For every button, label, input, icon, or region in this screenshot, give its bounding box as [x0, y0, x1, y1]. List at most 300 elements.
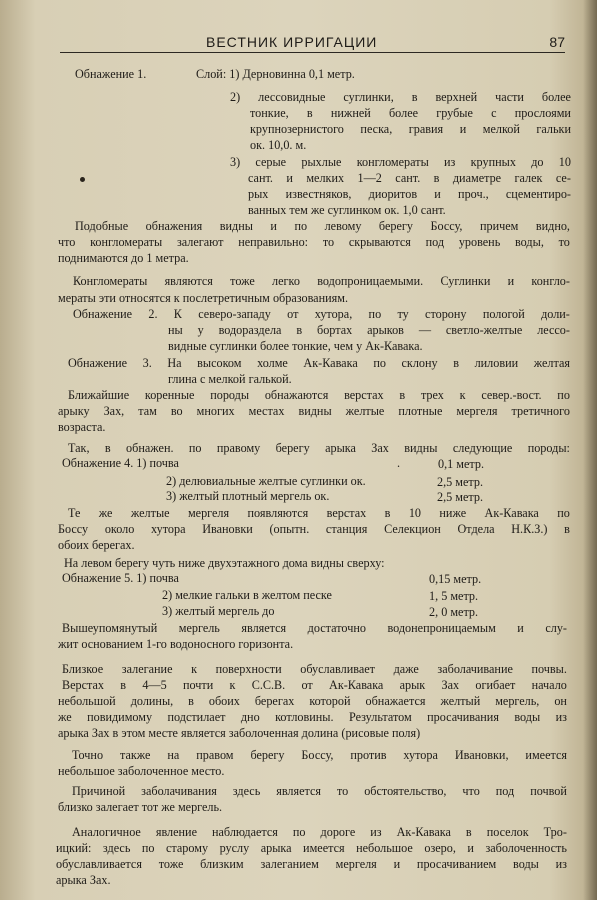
word: дно	[240, 710, 260, 724]
text-line	[72, 783, 567, 799]
word: воды	[513, 857, 539, 871]
word: по	[188, 441, 202, 455]
word: третичного	[511, 404, 570, 418]
text-line	[58, 403, 570, 419]
word: что	[58, 235, 76, 249]
word: заболоченность	[485, 841, 567, 855]
word: обнажения	[145, 219, 203, 233]
word: слу-	[545, 621, 567, 635]
word: 10	[558, 155, 571, 169]
text-line	[250, 105, 571, 121]
row-value: 2, 0 метр.	[429, 605, 479, 619]
word: более	[388, 106, 419, 120]
word: и	[507, 274, 515, 288]
word: небольшое	[356, 841, 413, 855]
word: там	[138, 404, 157, 418]
word: Боссу,	[301, 748, 334, 762]
word: бортах	[317, 323, 353, 337]
text-line	[168, 322, 570, 338]
word: обоих	[208, 694, 240, 708]
word: мелких	[306, 171, 345, 185]
word: Отдела	[457, 522, 495, 536]
word: небольшой	[58, 694, 116, 708]
word: из	[555, 710, 567, 724]
word: многих	[196, 404, 235, 418]
word: коренные	[144, 388, 195, 402]
word: доли-	[541, 307, 570, 321]
text-line	[230, 89, 571, 105]
word: также	[119, 748, 151, 762]
word: обнажаются	[264, 388, 329, 402]
word: верстах	[344, 388, 384, 402]
word: обуславливается	[56, 857, 142, 871]
word: 4—5	[142, 678, 167, 692]
text-line: возраста.	[58, 420, 106, 434]
row-value: 0,15 метр.	[429, 572, 482, 586]
word: в	[104, 441, 111, 455]
word: является	[276, 784, 322, 798]
word: крупнозернистого	[250, 122, 344, 136]
text-line	[68, 440, 570, 456]
word: Верстах	[62, 678, 105, 692]
row-label: Обнажение 4. 1) почва	[62, 456, 179, 470]
word: что	[462, 784, 480, 798]
word: С.С.В.	[251, 678, 286, 692]
word: обуславливает	[300, 662, 375, 676]
word: Суглинки	[440, 274, 491, 288]
word: Близкое	[62, 662, 104, 676]
word: котловины.	[275, 710, 334, 724]
word: старому	[166, 841, 209, 855]
word: конгломераты	[356, 155, 429, 169]
word: тонкие,	[250, 106, 289, 120]
word: части	[495, 90, 524, 104]
word: и	[393, 857, 401, 871]
word: Так,	[68, 441, 90, 455]
text-line: ок. 10,0. м.	[250, 138, 307, 152]
word: он	[554, 694, 567, 708]
text-line: близко залегает тот же мергель.	[58, 800, 223, 814]
word: обнажается	[365, 694, 426, 708]
word: диоритов	[368, 187, 418, 201]
word: трех	[420, 388, 444, 402]
word: против	[350, 748, 387, 762]
word: сцементиро-	[505, 187, 571, 201]
word: берегах	[254, 694, 295, 708]
word: начало	[531, 678, 567, 692]
text-line: На левом берегу чуть ниже двухэтажного дома видны сверху:	[64, 556, 385, 570]
word: арыка	[260, 841, 292, 855]
word: водонепроницаемым	[387, 621, 496, 635]
text-line	[73, 273, 570, 289]
text-line: мераты эти относятся к послетретичным образованиям.	[58, 291, 348, 305]
word: нижней	[330, 106, 371, 120]
word: же	[58, 710, 72, 724]
word: мергель,	[495, 694, 540, 708]
text-line	[250, 121, 571, 137]
word: рых	[248, 187, 269, 201]
word: следующие	[452, 441, 513, 455]
word: Ближайшие	[68, 388, 130, 402]
word: в	[384, 506, 391, 520]
word: под	[495, 784, 515, 798]
word: заболачивания	[141, 784, 217, 798]
word: и	[270, 219, 277, 233]
word: имеется	[525, 748, 567, 762]
word: в	[465, 825, 472, 839]
leader-dot: .	[397, 456, 401, 470]
text-line	[58, 521, 570, 537]
word: по	[557, 388, 570, 402]
word: видно,	[535, 219, 570, 233]
word: Тро-	[543, 825, 567, 839]
word: 2)	[230, 90, 241, 104]
text-line	[56, 856, 567, 872]
word: просачиванием	[416, 857, 497, 871]
word: хутора	[151, 522, 186, 536]
word: галек	[514, 171, 543, 185]
word: северо-западу	[198, 307, 271, 321]
word: породы	[210, 388, 250, 402]
word: в	[120, 678, 127, 692]
word: мелкой	[482, 122, 520, 136]
word: поверхности	[215, 662, 282, 676]
word: и	[467, 841, 474, 855]
row-label: 2) мелкие гальки в желтом песке	[162, 588, 332, 602]
text-line: ванных тем же суглинком ок. 1,0 сант.	[248, 203, 446, 217]
word: в	[411, 90, 418, 104]
word: явление	[155, 825, 197, 839]
word: в	[306, 106, 313, 120]
word: то	[336, 784, 349, 798]
text-line	[75, 218, 570, 234]
word: близким	[200, 857, 244, 871]
text-line	[68, 355, 570, 371]
word: песка,	[360, 122, 393, 136]
word: из	[444, 155, 456, 169]
word: светло-желтые	[445, 323, 523, 337]
word: арык	[399, 678, 426, 692]
word: и	[286, 171, 293, 185]
word: 1—2	[357, 171, 382, 185]
word: в	[399, 388, 406, 402]
word: же	[98, 506, 113, 520]
word: обстоятельство,	[364, 784, 447, 798]
word: дороге	[320, 825, 356, 839]
word: 3)	[230, 155, 241, 169]
word: огибает	[475, 678, 516, 692]
word: лессовидные	[258, 90, 326, 104]
word: сторону	[425, 307, 467, 321]
word: грубые	[436, 106, 473, 120]
text-line: арыка Зах.	[56, 873, 111, 887]
text-line: глина с мелкой галькой.	[168, 372, 292, 386]
row-label: 3) желтый мергель до	[162, 604, 275, 618]
word: Вышеупомянутый	[62, 621, 158, 635]
word: высоком	[197, 356, 242, 370]
word: берегу	[378, 219, 413, 233]
word: крупных	[470, 155, 516, 169]
word: желтые	[345, 404, 385, 418]
word: ицкий:	[56, 841, 92, 855]
word: в	[564, 522, 570, 536]
word: руслу	[219, 841, 250, 855]
word: к	[229, 678, 236, 692]
word: пологой	[482, 307, 525, 321]
word: плотные	[398, 404, 443, 418]
text-line	[73, 306, 570, 322]
word: лиловии	[474, 356, 519, 370]
word: по	[294, 219, 308, 233]
word: мергель	[178, 621, 220, 635]
word: Ак-Кавака	[484, 506, 539, 520]
text-line	[230, 154, 571, 170]
word: местах	[248, 404, 285, 418]
page-number: 87	[549, 34, 565, 50]
word: до	[531, 155, 544, 169]
word: от	[301, 678, 313, 692]
word: се-	[555, 171, 571, 185]
word: рыхлые	[301, 155, 342, 169]
word: по	[292, 825, 306, 839]
word: скрываются	[348, 235, 411, 249]
word: в	[433, 171, 440, 185]
word: 3.	[142, 356, 152, 370]
word: достаточно	[307, 621, 366, 635]
row-label: 2) делювиальные желтые суглинки ок.	[166, 474, 366, 488]
word: к	[459, 388, 466, 402]
word: является	[241, 621, 287, 635]
text-line	[68, 505, 570, 521]
word: Обнажение	[73, 307, 133, 321]
word: 2.	[148, 307, 158, 321]
word: около	[104, 522, 135, 536]
word: Н.К.З.)	[511, 522, 548, 536]
word: неправильно:	[238, 235, 309, 249]
row-label: 3) желтый плотный мергель ок.	[166, 489, 330, 503]
word: мергеля	[335, 857, 377, 871]
text-line: поднимаются до 1 метра.	[58, 251, 189, 265]
word: проч.,	[458, 187, 489, 201]
word: Селекцион	[384, 522, 441, 536]
row-value: 2,5 метр.	[437, 490, 484, 504]
word: конгломераты	[90, 235, 163, 249]
word: известняков,	[285, 187, 352, 201]
word: арыку	[58, 404, 90, 418]
word: верстах	[326, 506, 367, 520]
word: тоже	[230, 274, 255, 288]
word: в	[188, 694, 194, 708]
text-line	[58, 234, 570, 250]
word: 10	[408, 506, 421, 520]
word: по	[373, 356, 386, 370]
word: гравия	[408, 122, 444, 136]
word: и	[434, 187, 441, 201]
word: от	[287, 307, 299, 321]
word: На	[167, 356, 182, 370]
word: берегу	[250, 748, 285, 762]
word: суглинки,	[343, 90, 394, 104]
word: верхней	[435, 90, 478, 104]
text-line	[62, 677, 567, 693]
word: —	[418, 323, 431, 337]
word: ниже	[439, 506, 467, 520]
word: долины,	[130, 694, 174, 708]
word: лессо-	[537, 323, 570, 337]
word: легко	[272, 274, 300, 288]
word: более	[541, 90, 571, 104]
word: мергеля	[187, 506, 230, 520]
word: воды,	[515, 235, 544, 249]
word: которой	[309, 694, 351, 708]
text-line	[58, 693, 567, 709]
word: ны	[168, 323, 183, 337]
word: север.-вост.	[481, 388, 542, 402]
word: серые	[255, 155, 287, 169]
word: видны	[298, 404, 332, 418]
word: имеется	[303, 841, 345, 855]
word: озеро,	[424, 841, 456, 855]
word: Те	[68, 506, 81, 520]
word: в	[453, 356, 459, 370]
word: почвой	[530, 784, 567, 798]
journal-title: ВЕСТНИК ИРРИГАЦИИ	[206, 34, 378, 50]
word: здесь	[232, 784, 261, 798]
text-line	[58, 709, 567, 725]
word: ту	[397, 307, 409, 321]
word: Ивановки	[202, 522, 253, 536]
word: поселок	[486, 825, 529, 839]
word: Зах	[441, 678, 460, 692]
word: и	[459, 122, 467, 136]
word: у	[197, 323, 204, 337]
word: хутора,	[314, 307, 353, 321]
word: видны	[404, 441, 438, 455]
word: Ивановки,	[454, 748, 509, 762]
word: Зах	[371, 441, 389, 455]
word: уровень	[458, 235, 501, 249]
word: в	[296, 323, 303, 337]
text-line	[248, 186, 571, 202]
word: заболачивание	[437, 662, 513, 676]
word: конгло-	[531, 274, 570, 288]
word: желтые	[130, 506, 170, 520]
word: Подобные	[75, 219, 129, 233]
text-line	[56, 840, 567, 856]
word: даже	[393, 662, 419, 676]
text-line	[248, 170, 571, 186]
text-line: жит основанием 1-го водоносного горизонта.	[58, 637, 294, 651]
text-line	[72, 747, 567, 763]
word: склону	[401, 356, 438, 370]
word: водораздела	[218, 323, 282, 337]
word: диаметре	[452, 171, 502, 185]
word: Аналогичное	[72, 825, 141, 839]
word: из	[370, 825, 382, 839]
word: Боссу,	[430, 219, 463, 233]
word: правом	[196, 748, 234, 762]
word: во	[170, 404, 183, 418]
row-label: Обнажение 5. 1) почва	[62, 571, 179, 585]
word: Обнажение	[68, 356, 128, 370]
word: залегание	[121, 662, 173, 676]
word: арыков	[367, 323, 404, 337]
word: к	[191, 662, 197, 676]
text-line: обоих берегах.	[58, 538, 135, 552]
word: Боссу	[58, 522, 89, 536]
word: подстилает	[167, 710, 226, 724]
word: Ак-Кавака	[303, 356, 358, 370]
word: и	[517, 621, 524, 635]
text-line: Слой: 1) Дерновинна 0,1 метр.	[196, 67, 355, 81]
word: Конгломераты	[73, 274, 148, 288]
word: просачивания	[427, 710, 499, 724]
word: Результатом	[348, 710, 412, 724]
word: хутора	[403, 748, 438, 762]
text-line	[62, 661, 567, 677]
word: по	[557, 506, 570, 520]
word: обнажен.	[126, 441, 174, 455]
word: наблюдается	[212, 825, 278, 839]
row-value: 2,5 метр.	[437, 475, 484, 489]
word: водопроницаемыми.	[317, 274, 424, 288]
word: Точно	[72, 748, 104, 762]
row-value: 0,1 метр.	[438, 457, 485, 471]
outcrop-1-label: Обнажение 1.	[75, 67, 147, 81]
word: Ак-Кавака	[396, 825, 451, 839]
word: желтая	[533, 356, 570, 370]
word: сант.	[395, 171, 421, 185]
word: воды	[514, 710, 541, 724]
word: залеганием	[260, 857, 319, 871]
word: причем	[479, 219, 519, 233]
word: то	[322, 235, 335, 249]
word: залегают	[176, 235, 224, 249]
text-line: арыка Зах в этом месте является заболоченная долина (рисовые поля)	[58, 726, 421, 740]
word: на	[167, 748, 180, 762]
word: являются	[164, 274, 213, 288]
word: то	[558, 235, 570, 249]
word: появляются	[247, 506, 309, 520]
word: левому	[324, 219, 362, 233]
word: Причиной	[72, 784, 126, 798]
word: тоже	[158, 857, 184, 871]
word: станция	[325, 522, 368, 536]
word: арыка	[325, 441, 356, 455]
text-line: небольшое заболоченное место.	[58, 764, 225, 778]
word: прослоями	[514, 106, 571, 120]
word: холме	[257, 356, 288, 370]
word: почвы.	[531, 662, 567, 676]
word: желтый	[440, 694, 481, 708]
word: из	[555, 857, 567, 871]
word: (опытн.	[269, 522, 310, 536]
word: породы:	[527, 441, 570, 455]
word: под	[425, 235, 445, 249]
word: здесь	[102, 841, 131, 855]
word: видны	[219, 219, 253, 233]
word: берегу	[275, 441, 310, 455]
word: К	[173, 307, 182, 321]
word: мергеля	[456, 404, 498, 418]
word: повидимому	[87, 710, 153, 724]
word: с	[491, 106, 497, 120]
word: почти	[182, 678, 214, 692]
word: по	[368, 307, 382, 321]
word: Зах,	[103, 404, 125, 418]
word: гальки	[536, 122, 571, 136]
word: по	[141, 841, 155, 855]
